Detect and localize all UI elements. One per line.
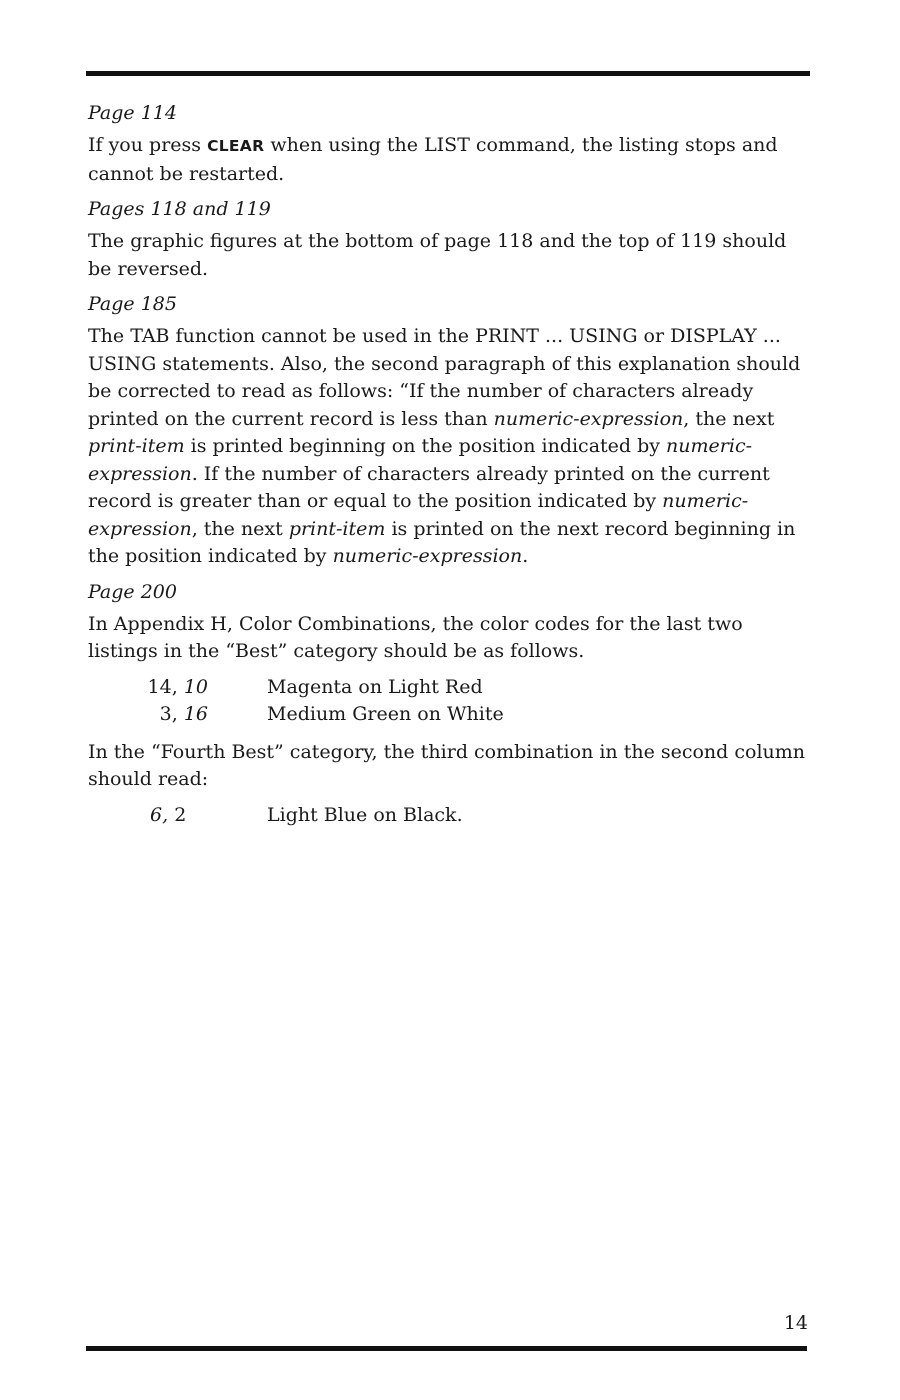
section-heading-page-185: Page 185 — [88, 293, 177, 315]
color-code — [86, 674, 208, 702]
section-heading-pages-118-119: Pages 118 and 119 — [88, 198, 271, 220]
section-heading-page-200: Page 200 — [88, 580, 177, 603]
italic-term: print-item — [288, 517, 386, 540]
text-segment: . — [522, 545, 529, 567]
section-text-page-200: In Appendix H, Color Combinations, the color codes for the last two listings in the “Best” category should be as follows. — [88, 612, 743, 662]
keyword-clear: CLEAR — [207, 137, 265, 155]
italic-term: numeric-expression — [88, 490, 749, 540]
color-description: Light Blue on Black. — [267, 803, 463, 826]
color-code-row — [86, 674, 810, 702]
background-code: 16 — [183, 703, 208, 725]
text-segment: is printed beginning on the position indicated by — [184, 435, 667, 457]
color-description: Medium Green on White — [267, 703, 504, 725]
italic-term: numeric-expression — [88, 435, 753, 485]
color-code — [86, 701, 208, 729]
italic-term: numeric-expression — [332, 545, 523, 567]
foreground-code: 6, — [150, 803, 169, 826]
color-description: Magenta on Light Red — [267, 675, 483, 698]
page-number: 14 — [783, 1312, 808, 1334]
foreground-code: 3, — [159, 703, 178, 725]
text-segment: , the next — [191, 517, 289, 540]
text-segment: . If the number of characters already printed on the current record is greater than or equal to the position indicated by — [88, 462, 770, 512]
section-text-fourth-best: In the “Fourth Best” category, the third combination in the second column should read: — [88, 740, 806, 790]
color-code-row — [86, 701, 810, 729]
color-code-list-fourth-best — [86, 802, 810, 830]
text-segment: , the next — [683, 407, 775, 430]
color-code — [86, 802, 208, 830]
background-code: 10 — [183, 675, 208, 698]
italic-term: numeric-expression — [493, 407, 684, 430]
color-code-row — [86, 802, 810, 830]
top-rule — [86, 71, 810, 76]
section-text-page-185 — [88, 323, 810, 571]
italic-term: print-item — [88, 435, 185, 457]
text-segment: The TAB function cannot be used in the PRINT ... USING or DISPLAY ... USING statements. Also, the second paragraph of this explanation should be corrected to read as follows: “If the number of characters already printed on the current record is less than — [88, 325, 801, 430]
bottom-rule — [86, 1346, 807, 1351]
section-heading-page-114: Page 114 — [88, 102, 177, 124]
errata-content — [86, 100, 810, 839]
section-text-page-114 — [88, 132, 810, 188]
section-text-pages-118-119: The graphic figures at the bottom of page 118 and the top of 119 should be reversed. — [88, 230, 787, 280]
text-segment: If you press — [88, 134, 208, 156]
text-segment: is printed on the next record beginning in the position indicated by — [88, 517, 796, 567]
background-code: 2 — [174, 803, 187, 826]
text-segment: when using the LIST command, the listing stops and cannot be restarted. — [88, 134, 778, 185]
color-code-list — [86, 674, 810, 729]
foreground-code: 14, — [147, 675, 178, 698]
